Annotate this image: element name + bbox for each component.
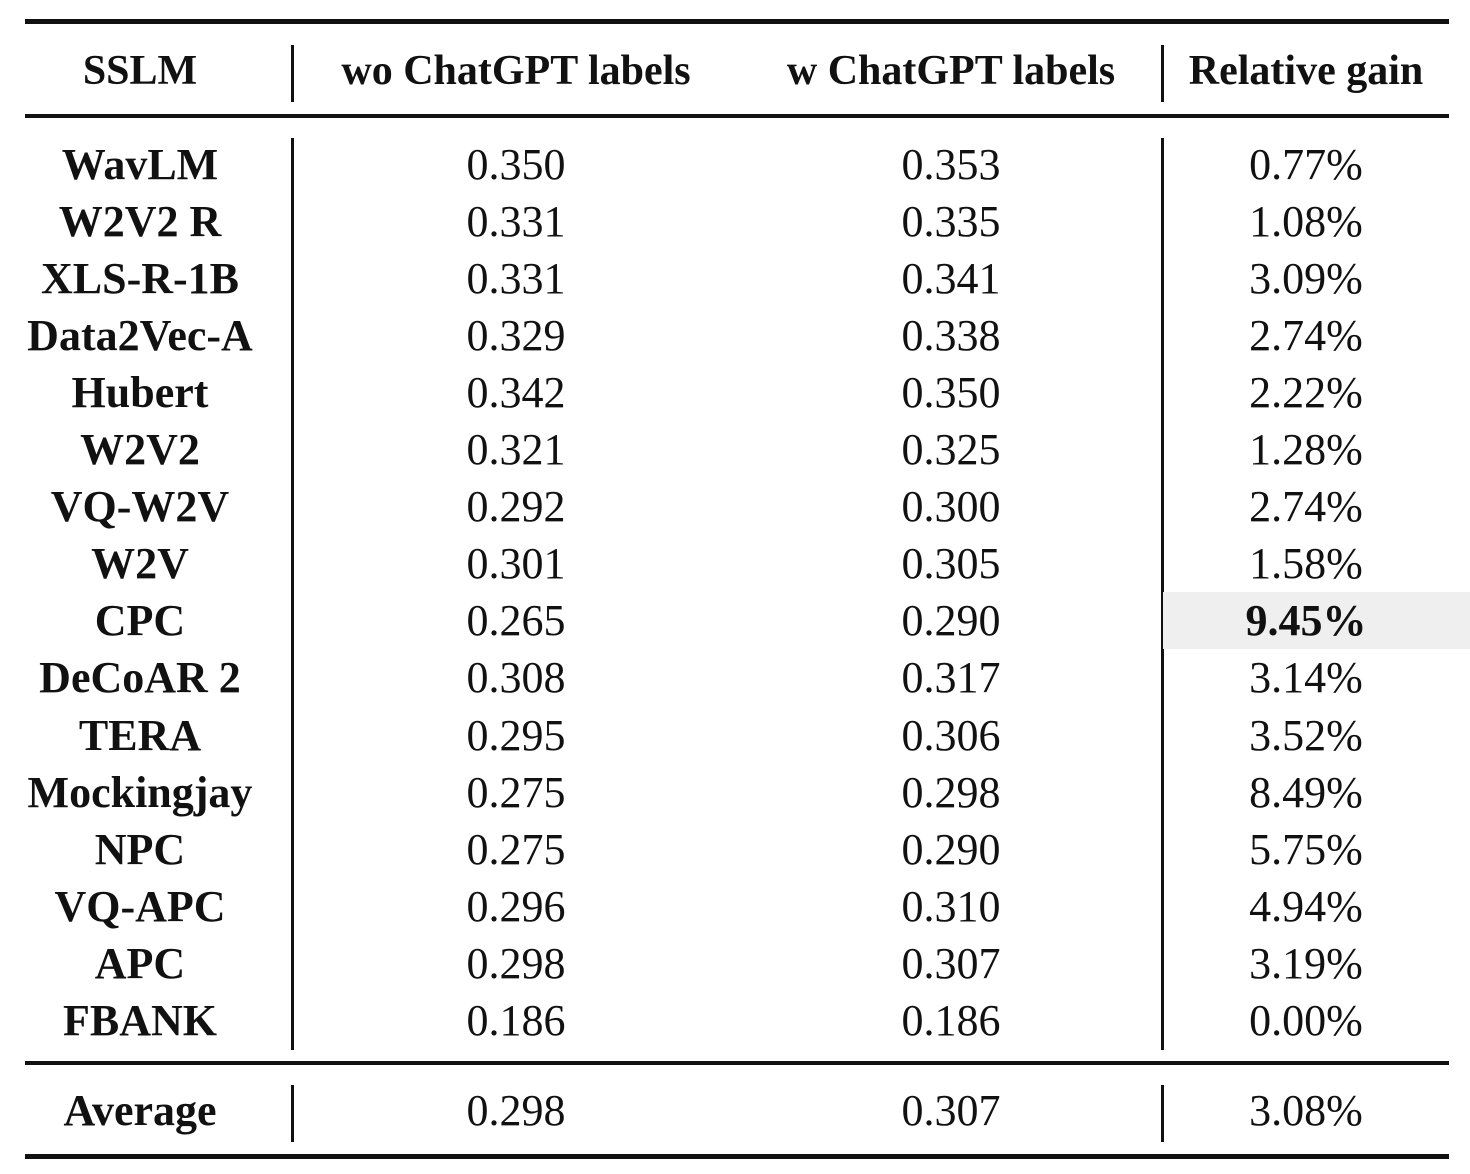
wo-cell: 0.342	[466, 368, 566, 418]
w-cell: 0.186	[901, 995, 1001, 1045]
results-table	[25, 0, 1449, 1174]
wo-cell: 0.321	[466, 425, 566, 475]
gain-cell: 3.19%	[1249, 938, 1363, 988]
header-sslm: SSLM	[82, 48, 198, 94]
header-divider-right	[1161, 45, 1164, 102]
model-cell: TERA	[78, 710, 202, 760]
table-row	[25, 478, 1449, 535]
wo-cell: 0.298	[466, 938, 566, 988]
w-cell: 0.350	[901, 368, 1001, 418]
gain-cell: 0.77%	[1249, 140, 1363, 189]
model-cell: XLS-R-1B	[40, 254, 240, 304]
wo-cell: 0.275	[466, 767, 566, 817]
gain-cell: 5.75%	[1249, 824, 1363, 874]
header-row	[25, 43, 1449, 100]
table-row	[25, 136, 1449, 193]
gain-cell: 3.14%	[1249, 653, 1363, 703]
table-row	[25, 307, 1449, 364]
header-divider-left	[291, 45, 294, 102]
wo-cell: 0.329	[466, 311, 566, 361]
wo-cell: 0.275	[466, 824, 566, 874]
average-divider-left	[291, 1085, 294, 1142]
average-w: 0.307	[901, 1086, 1001, 1135]
model-cell: VQ-W2V	[50, 482, 230, 532]
wo-cell: 0.296	[466, 881, 566, 931]
table-row	[25, 364, 1449, 421]
model-cell: DeCoAR 2	[39, 653, 241, 703]
average-divider-right	[1161, 1085, 1164, 1142]
w-cell: 0.300	[901, 482, 1001, 532]
average-rule	[25, 1061, 1449, 1065]
header-rule	[25, 114, 1449, 118]
wo-cell: 0.186	[466, 995, 566, 1045]
wo-cell: 0.350	[466, 140, 566, 189]
w-cell: 0.310	[901, 881, 1001, 931]
model-cell: Mockingjay	[27, 767, 253, 817]
table-row	[25, 649, 1449, 706]
w-cell: 0.290	[901, 824, 1001, 874]
header-w-chatgpt: w ChatGPT labels	[786, 48, 1116, 94]
w-cell: 0.290	[901, 596, 1001, 646]
table-row	[25, 821, 1449, 878]
w-cell: 0.325	[901, 425, 1001, 475]
model-cell: W2V2 R	[58, 197, 222, 247]
gain-cell: 1.28%	[1249, 425, 1363, 475]
model-cell: NPC	[94, 824, 186, 874]
gain-cell: 3.09%	[1249, 254, 1363, 304]
model-cell: Hubert	[71, 368, 209, 418]
table-row	[25, 421, 1449, 478]
bottom-rule	[25, 1154, 1449, 1159]
w-cell: 0.338	[901, 311, 1001, 361]
table-row	[25, 193, 1449, 250]
model-cell: APC	[94, 938, 186, 988]
model-cell: FBANK	[63, 995, 217, 1045]
gain-cell: 9.45%	[1245, 596, 1367, 646]
w-cell: 0.305	[901, 539, 1001, 589]
header-wo-chatgpt: wo ChatGPT labels	[341, 48, 691, 94]
wo-cell: 0.265	[466, 596, 566, 646]
top-rule	[25, 19, 1449, 24]
average-gain: 3.08%	[1249, 1086, 1363, 1135]
wo-cell: 0.331	[466, 254, 566, 304]
gain-cell: 3.52%	[1249, 710, 1363, 760]
w-cell: 0.307	[901, 938, 1001, 988]
average-row	[25, 1082, 1449, 1139]
model-cell: VQ-APC	[54, 881, 226, 931]
model-cell: W2V2	[80, 425, 200, 475]
gain-cell: 8.49%	[1249, 767, 1363, 817]
wo-cell: 0.295	[466, 710, 566, 760]
average-wo: 0.298	[466, 1086, 566, 1135]
w-cell: 0.298	[901, 767, 1001, 817]
gain-cell: 1.58%	[1249, 539, 1363, 589]
table-row	[25, 250, 1449, 307]
gain-cell: 2.22%	[1249, 368, 1363, 418]
model-cell: CPC	[94, 596, 186, 646]
table-row	[25, 992, 1449, 1049]
gain-cell: 0.00%	[1249, 995, 1363, 1045]
gain-cell: 2.74%	[1249, 311, 1363, 361]
w-cell: 0.341	[901, 254, 1001, 304]
table-row	[25, 935, 1449, 992]
model-cell: WavLM	[61, 140, 219, 189]
w-cell: 0.353	[901, 140, 1001, 189]
wo-cell: 0.331	[466, 197, 566, 247]
w-cell: 0.306	[901, 710, 1001, 760]
w-cell: 0.335	[901, 197, 1001, 247]
gain-cell: 2.74%	[1249, 482, 1363, 532]
w-cell: 0.317	[901, 653, 1001, 703]
model-cell: Data2Vec-A	[27, 311, 253, 361]
wo-cell: 0.292	[466, 482, 566, 532]
gain-cell: 4.94%	[1249, 881, 1363, 931]
gain-cell: 1.08%	[1249, 197, 1363, 247]
wo-cell: 0.301	[466, 539, 566, 589]
table-row	[25, 878, 1449, 935]
average-label: Average	[63, 1086, 217, 1135]
header-relative-gain: Relative gain	[1188, 48, 1424, 94]
table-row	[25, 535, 1449, 592]
table-row	[25, 592, 1449, 649]
table-row	[25, 707, 1449, 764]
model-cell: W2V	[91, 539, 189, 589]
wo-cell: 0.308	[466, 653, 566, 703]
table-row	[25, 764, 1449, 821]
